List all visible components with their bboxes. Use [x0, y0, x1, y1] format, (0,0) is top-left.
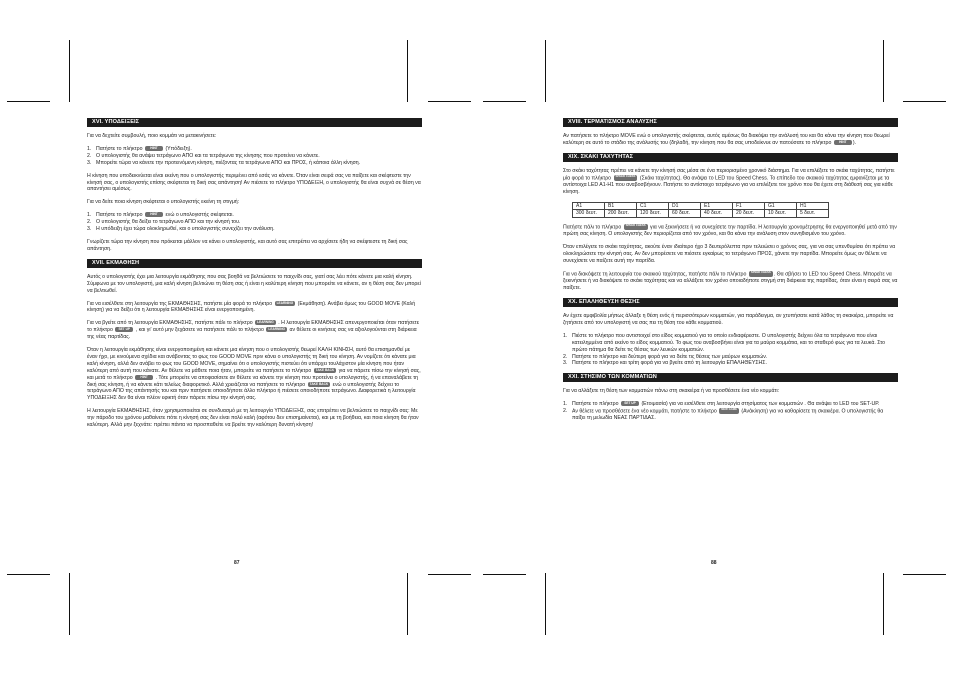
hint-key-icon: HINT	[135, 375, 153, 380]
paragraph: Αυτός ο υπολογιστής έχει μια λειτουργία εκμάθησης που σας βοηθά να βελτιώσετε το παιχνίδι σας, γιατί σας λέει πότε κάνετε μια καλή κίνηση. Σύμφωνα με τον υπολογιστή, μια καλή κίνηση βελτιώνει τη θέση σας ή είναι η καλύτερη κίνηση που μπορείτε να κάνετε, αν η θέση σας δεν μπορεί να βελτιωθεί.	[87, 273, 421, 294]
list-item: 1. Πατήστε το πλήκτρο HINT (Υπόδειξη).	[87, 145, 192, 152]
paragraph: Αν έχετε αμφιβολία μήπως άλλαξε η θέση ενός ή περισσότερων κομματιών, για παράδειγμα, αν χτυπήσατε κατά λάθος τη σκακιέρα, μπορείτε να ζητήσετε από τον υπολογιστή να σας πει τη θέση του κάθε κομματιού.	[563, 313, 894, 326]
paragraph: Για να δεχτείτε συμβουλή, ποιο κομμάτι να μετακινήσετε:	[87, 133, 217, 139]
crop-mark	[7, 101, 50, 102]
table-cell: A1	[573, 202, 605, 210]
new-game-key-icon: NEW GAME	[719, 408, 739, 414]
right-page	[563, 118, 898, 422]
table-cell: 300 δευτ.	[573, 210, 605, 218]
list-item: 1. Πατήστε το πλήκτρο SET UP (Ετοιμασία) για να εισέλθετε στη λειτουργία στησίματος των κομματιών . Θα ανάψει το LED του SET-UP.	[563, 401, 880, 408]
speed-chess-key-icon: SPEED CHESS	[614, 175, 638, 181]
crop-mark	[407, 573, 408, 635]
table-cell: 20 δευτ.	[733, 210, 765, 218]
list-item: 3. Πατήστε το πλήκτρο και τρίτη φορά για να βγείτε από τη λειτουργία ΕΠΑΛΗΘΕΥΣΗΣ.	[563, 360, 767, 367]
crop-mark	[7, 574, 50, 575]
take-back-key-icon: TAKE BACK	[309, 381, 329, 386]
paragraph: Για να βγείτε από τη λειτουργία ΕΚΜΑΘΗΣΗΣ, πατήστε πάλι το πλήκτρο LEARNING . Η λειτουργία ΕΚΜΑΘΗΣΗΣ απενεργοποιείται όταν πατήσετε το πλήκτρο SET UP , και γι' αυτό μην ξεχάσετε να πατήσετε πάλι το πλήκτρο LEARNING αν θέλετε οι κινήσεις σας να αξιολογούνται στη διάρκεια της νέας παρτίδας.	[87, 320, 420, 341]
table-cell: B1	[605, 202, 637, 210]
page-number: 87	[234, 560, 240, 566]
paragraph: Γνωρίζετε τώρα την κίνηση που πρόκειται μάλλον να κάνει ο υπολογιστής, και αυτό σας επιτρέπει να αρχίσετε ήδη να σκέφτεστε τη δική σας απάντηση.	[87, 238, 408, 252]
list-item: 2. Αν θέλετε να προσθέσετε ένα νέο κομμάτι, πατήστε το πλήκτρο NEW GAME (Ανάκληση) για να καθαρίσετε τη σκακιέρα. Ο υπολογιστής θα παίξει τη μελωδία ΝΕΑΣ ΠΑΡΤΙΔΑΣ.	[563, 407, 884, 422]
list-item: 1. Πιέστε το πλήκτρο που αντιστοιχεί στο είδος κομματιού για το οποίο ενδιαφέρεστε. Ο υπολογιστής δείχνει όλα τα τετράγωνα που είναι κατειλημμένα από εκείνο το είδος κομματιού. Το φως του αναβοσβήνει είναι για τα μαύρα κομμάτια, και το σταθερό φως για τα λευκά. Στο πρώτο πάτημα θα δείτε τις θέσεις των λευκών κομματιών.	[563, 332, 886, 353]
table-cell: C1	[637, 202, 669, 210]
setup-key-icon: SET UP	[621, 401, 639, 406]
hint-key-icon: HINT	[145, 212, 163, 217]
crop-mark	[69, 573, 70, 635]
paragraph: Όταν επιλέγετε το σκάκι ταχύτητας, ακούτε έναν ιδιαίτερο ήχο 3 δευτερόλεπτα πριν τελειώσει ο χρόνος σας, για να σας υπενθυμίσει ότι πρέπει να ολοκληρώσετε την κίνησή σας. Αν δεν μπορέσετε να πιέσετε εγκαίρως το τετράγωνο ΠΡΟΣ, χάνετε την παρτίδα. Μπορείτε όμως αν θέλετε να συνεχίσετε να παίζετε αυτή την παρτίδα.	[563, 244, 896, 264]
table-cell: F1	[733, 202, 765, 210]
learning-key-icon: LEARNING	[276, 300, 294, 305]
paragraph: Πατήστε πάλι το πλήκτρο SPEED CHESS για να ξεκινήσετε ή να συνεχίσετε την παρτίδα. Η λειτουργία χρονομέτρησης θα ενεργοποιηθεί μετά από την πρώτη σας κίνηση. Ο υπολογιστής δεν περιορίζεται από τον χρόνο, και θα κάνει την ανάλυση στον συνηθισμένο του χρόνο.	[563, 223, 897, 238]
hint-key-icon: HINT	[834, 140, 852, 145]
paragraph: Για να αλλάξετε τη θέση των κομματιών πάνω στη σκακιέρα ή να προσθέσετε ένα νέο κομμάτι:	[563, 388, 780, 395]
list-item: 3. Μπορείτε τώρα να κάνετε την προτεινόμενη κίνηση, πιέζοντας τα τετράγωνα ΑΠΟ και ΠΡΟΣ, ή κάποια άλλη κίνηση.	[87, 159, 361, 166]
learning-key-icon: LEARNING	[268, 327, 286, 332]
section-header-hints: XVI. ΥΠΟΔΕΙΞΕΙΣ	[87, 118, 422, 127]
speed-levels-table	[572, 202, 829, 218]
crop-mark	[69, 40, 70, 102]
table-cell: 60 δευτ.	[669, 210, 701, 218]
table-cell: D1	[669, 202, 701, 210]
paragraph: Στο σκάκι ταχύτητας πρέπει να κάνετε την κίνησή σας μέσα σε ένα περιορισμένο χρονικό διάστημα. Για να επιλέξετε το σκάκι ταχύτητας, πατήστε μία φορά το πλήκτρο SPEED CHESS (Σκάκι ταχύτητας). Θα ανάψει το LED του Speed Chess. Το επίπεδο του σκακιού ταχύτητας εμφανίζεται με τα αντίστοιχα LED A1-H1 που αναβοσβήνουν. Πατήστε το αντίστοιχο τετράγωνο για να επιλέξετε τον χρόνο που θα έχετε στη διάθεσή σας για κάθε κίνηση.	[563, 167, 895, 195]
setup-key-icon: SET UP	[115, 327, 133, 332]
crop-mark	[545, 40, 546, 102]
crop-mark	[483, 574, 526, 575]
section-header-end-analysis: XVIII. ΤΕΡΜΑΤΙΣΜΟΣ ΑΝΑΛΥΣΗΣ	[563, 118, 898, 127]
crop-mark	[428, 101, 471, 102]
list-item: 2. Πατήστε το πλήκτρο και δεύτερη φορά για να δείτε τις θέσεις των μαύρων κομματιών.	[563, 353, 768, 360]
table-cell: 5 δευτ.	[797, 210, 829, 218]
section-header-verify-position: XX. ΕΠΑΛΗΘΕΥΣΗ ΘΕΣΗΣ	[563, 298, 898, 307]
list-item: 3. Η υπόδειξη έχει τώρα ολοκληρωθεί, και ο υπολογιστής συνεχίζει την ανάλυση.	[87, 226, 275, 233]
left-page	[87, 118, 422, 435]
list-item: 2. Ο υπολογιστής θα ανάψει τετράγωνο ΑΠΟ και τα τετράγωνα της κίνησης που προτείνει να κάνετε.	[87, 152, 320, 159]
take-back-key-icon: TAKE BACK	[315, 367, 335, 372]
table-cell: G1	[765, 202, 797, 210]
section-header-speed-chess: XIX. ΣΚΑΚΙ ΤΑΧΥΤΗΤΑΣ	[563, 153, 898, 162]
crop-mark	[545, 573, 546, 635]
section-header-piece-setup: XXI. ΣΤΗΣΙΜΟ ΤΩΝ ΚΟΜΜΑΤΙΩΝ	[563, 373, 898, 382]
table-cell: 10 δευτ.	[765, 210, 797, 218]
hint-key-icon: HINT	[145, 146, 163, 151]
speed-chess-key-icon: SPEED CHESS	[749, 271, 773, 277]
list-item: 1. Πατήστε το πλήκτρο HINT ενώ ο υπολογιστής σκέφτεται.	[87, 212, 234, 219]
table-cell: E1	[701, 202, 733, 210]
paragraph: Η κίνηση που υποδεικνύεται είναι εκείνη που ο υπολογιστής περιμένει από εσάς να κάνετε. Όταν είναι σειρά σας να παίξετε και σκέφτεστε την κίνησή σας, ο υπολογιστής επίσης σκέφτεται τη δική σας απάντηση! Αν πιέσετε το πλήκτρο ΥΠΟΔΕΙΞΗ, ο υπολογιστής θα είναι συχνά σε θέση να απαντήσει αμέσως.	[87, 172, 421, 193]
table-cell: 200 δευτ.	[605, 210, 637, 218]
crop-mark	[483, 101, 526, 102]
crop-mark	[903, 574, 946, 575]
crop-mark	[903, 101, 946, 102]
section-header-learning: XVII. ΕΚΜΑΘΗΣΗ	[87, 259, 422, 268]
crop-mark	[883, 40, 884, 102]
paragraph: Η λειτουργία ΕΚΜΑΘΗΣΗΣ, όταν χρησιμοποιείται σε συνδυασμό με τη λειτουργία ΥΠΟΔΕΙΞΗΣ, σας επιτρέπει να βελτιώσετε το παιχνίδι σας: Με την πάροδο του χρόνου μαθαίνετε πότε η κίνησή σας δεν είναι πολύ καλή (αφότου δεν επισημαίνεται), και με τη βοήθεια, και ποια κίνηση θα ήταν καλύτερη. Αλλά μην ξεχνάτε: πρέπει πάντα να προσπαθείτε να βρείτε την καλύτερη δυνατή κίνηση!	[87, 408, 419, 429]
paragraph: Όταν η λειτουργία εκμάθησης είναι ενεργοποιημένη και κάνετε μια κίνηση που ο υπολογιστής θεωρεί ΚΑΛΗ ΚΙΝΗΣΗ, αυτό θα επισημανθεί με έναν ήχο, με κινούμενα σχέδια και ανάβοντας το φως του GOOD MOVE πριν κάνει ο υπολογιστής τη δική του κίνηση. Αν νομίζετε ότι κάνατε μια καλή κίνηση, αλλά δεν ανάβει το φως του GOOD MOVE, σημαίνει ότι ο υπολογιστής πιστεύει ότι υπάρχει τουλάχιστον μία κίνηση που ήταν καλύτερη από αυτή που κάνατε. Αν θέλετε να μάθετε ποια ήταν, μπορείτε να πατήσετε το πλήκτρο TAKE BACK για να πάρετε πίσω την κίνησή σας, και μετά το πλήκτρο HINT . Τότε μπορείτε να αποφασίσετε αν θέλετε να κάνετε την κίνηση που προτείνει ο υπολογιστής, ή να επαναλάβετε τη δική σας κίνηση, ή να κάνετε κάτι τελείως διαφορετικό. Αλλά χρειάζεται να πατήσετε το πλήκτρο TAKE BACK ενώ ο υπολογιστής δείχνει το τετράγωνο ΑΠΟ της απάντησής του και πριν πατήσετε οποιοδήποτε άλλο πλήκτρο ή πιέσετε οποιοδήποτε τετράγωνο. Διαφορετικά η λειτουργία ΥΠΟΔΕΙΞΗΣ δεν θα είναι πλέον εφικτή όταν πάρετε πίσω την κίνησή σας.	[87, 347, 421, 402]
crop-mark	[407, 40, 408, 102]
page-number: 88	[711, 560, 717, 566]
learning-key-icon: LEARNING	[257, 320, 274, 325]
table-cell: H1	[797, 202, 829, 210]
paragraph: Για να διακόψετε τη λειτουργία του σκακιού ταχύτητας, πατήστε πάλι το πλήκτρο SPEED CHESS . Θα σβήσει το LED του Speed Chess. Μπορείτε να ξεκινήσετε ή να διακόψετε το σκάκι ταχύτητας και να αλλάξετε τον χρόνο οποιαδήποτε στιγμή στη διάρκεια της παρτίδας, όταν είναι η σειρά σας να παίξετε.	[563, 269, 898, 292]
list-item: 2. Ο υπολογιστής θα δείξει το τετράγωνο ΑΠΟ και την κίνησή του.	[87, 219, 241, 226]
paragraph: Για να εισέλθετε στη λειτουργία της ΕΚΜΑΘΗΣΗΣ, πατήστε μία φορά το πλήκτρο LEARNING (Εκμάθηση). Ανάβει όμως του GOOD MOVE (Καλή κίνηση) για να δείξει ότι η λειτουργία ΕΚΜΑΘΗΣΗΣ είναι ενεργοποιημένη.	[87, 300, 416, 314]
table-row	[573, 202, 829, 210]
speed-chess-key-icon: SPEED CHESS	[624, 224, 648, 230]
paragraph: Αν πατήσετε το πλήκτρο MOVE ενώ ο υπολογιστής σκέφτεται, αυτός αμέσως θα διακόψει την ανάλυσή του και θα κάνει την κίνηση που θεωρεί καλύτερη σε αυτό το στάδιο της ανάλυσής του (δηλαδή, την κίνηση που θα σας υποδείκνυε αν πατούσατε το πλήκτρο HINT ).	[563, 133, 890, 146]
paragraph: Για να δείτε ποια κίνηση σκέφτεται ο υπολογιστής εκείνη τη στιγμή:	[87, 199, 240, 206]
table-cell: 120 δευτ.	[637, 210, 669, 218]
table-row	[573, 210, 829, 218]
crop-mark	[428, 574, 471, 575]
crop-mark	[883, 573, 884, 635]
table-cell: 40 δευτ.	[701, 210, 733, 218]
